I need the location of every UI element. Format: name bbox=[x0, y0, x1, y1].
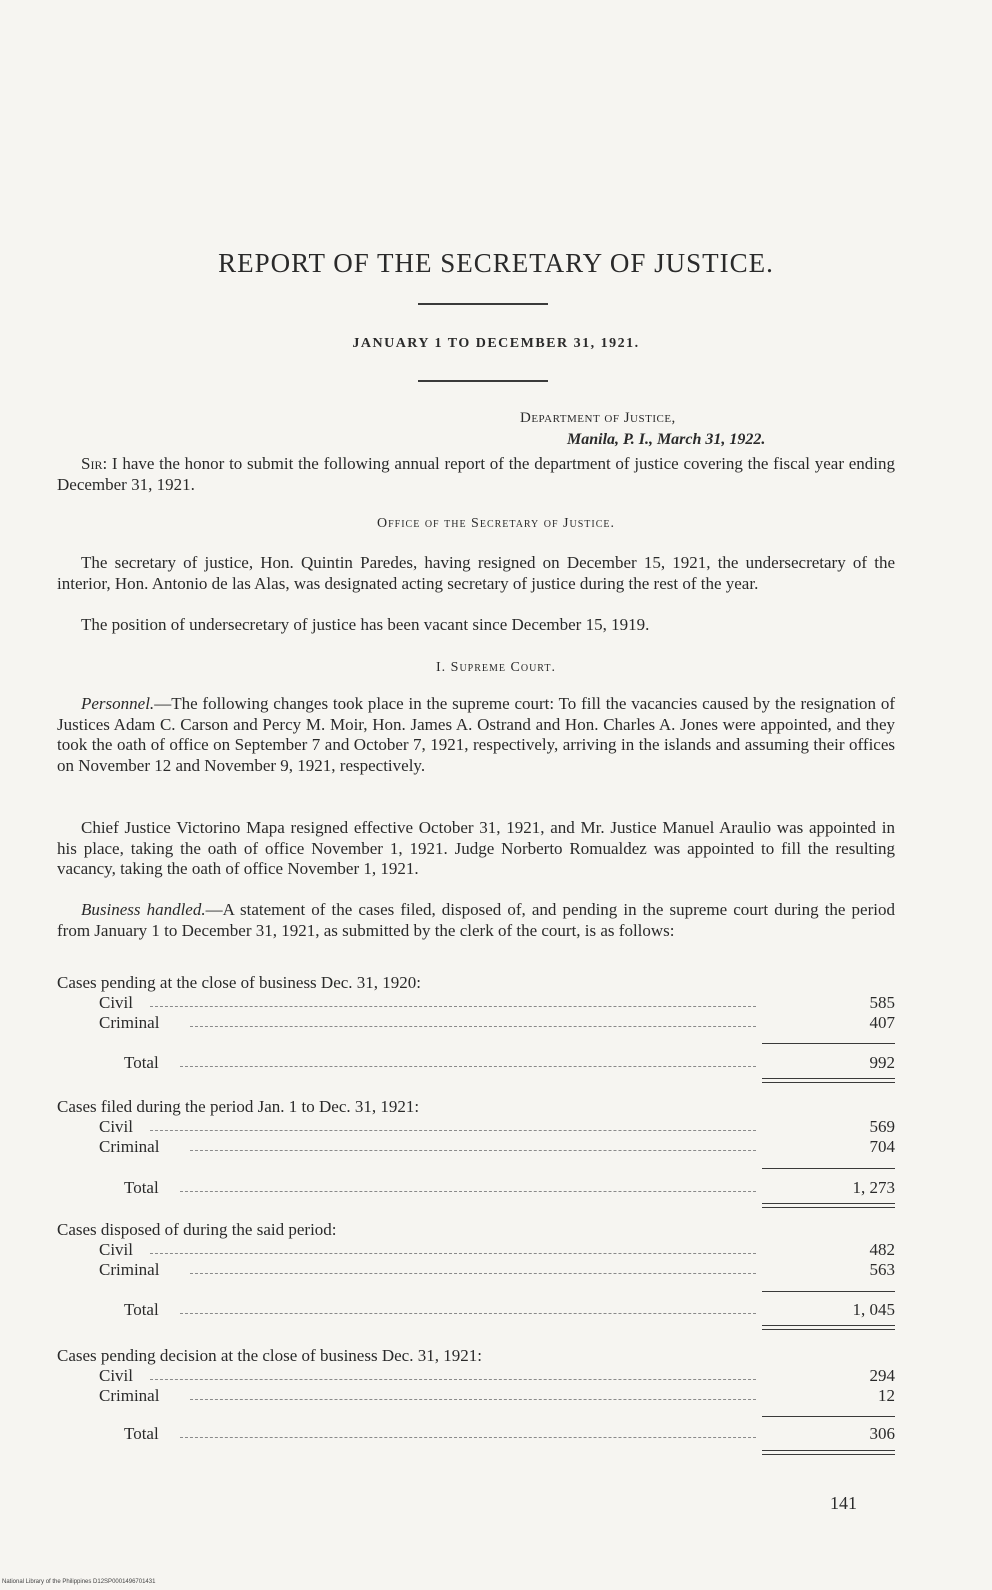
personnel-text: —The following changes took place in the supreme court: To fill the vacancies caused by the resignation of Justices Adam C. Carson and Percy M. Moir, Hon. James A. Ostrand and Hon. Charles A. Jones were appointed, and they took the oath of office on September 7 and October 7, 1921, respectively, arriving in the islands and assuming their offices on November 12 and November 9, 1921, respectively. bbox=[57, 694, 895, 775]
chief-justice-paragraph: Chief Justice Victorino Mapa resigned effective October 31, 1921, and Mr. Justice Manuel Araulio was appointed in his place, taking the oath of office November 1, 1921. Judge Norberto Romualdez was appointed to fill the resulting vacancy, taking the oath of office November 1, 1921. bbox=[57, 818, 895, 878]
row-label: Criminal bbox=[99, 1260, 160, 1279]
table-row bbox=[0, 1137, 992, 1157]
office-paragraph-2: The position of undersecretary of justice has been vacant since December 15, 1919. bbox=[81, 615, 650, 634]
total-label: Total bbox=[124, 1300, 159, 1319]
table-row bbox=[0, 1260, 992, 1280]
salutation-lead: Sir bbox=[81, 454, 103, 473]
table-row bbox=[0, 1117, 992, 1137]
table-row bbox=[0, 1013, 992, 1033]
total-double-rule bbox=[762, 1203, 895, 1208]
total-label: Total bbox=[124, 1053, 159, 1072]
total-value: 1, 045 bbox=[852, 1300, 895, 1319]
dot-leader bbox=[190, 1150, 756, 1151]
table-total-row bbox=[0, 1424, 992, 1444]
title-rule bbox=[418, 303, 548, 305]
office-paragraph-1: The secretary of justice, Hon. Quintin Paredes, having resigned on December 15, 1921, the undersecretary of the interior, Hon. Antonio de las Alas, was designated acting secretary of justice during the rest of the year. bbox=[57, 553, 895, 593]
total-value: 306 bbox=[869, 1424, 895, 1443]
business-lead: Business handled. bbox=[81, 900, 206, 919]
dot-leader bbox=[150, 1006, 756, 1007]
table-row bbox=[0, 993, 992, 1013]
personnel-paragraph bbox=[57, 694, 895, 776]
dot-leader bbox=[180, 1066, 756, 1067]
row-value: 569 bbox=[869, 1117, 895, 1136]
supreme-court-heading: I. Supreme Court. bbox=[436, 660, 556, 675]
dot-leader bbox=[180, 1313, 756, 1314]
sum-rule bbox=[762, 1416, 895, 1417]
dot-leader bbox=[150, 1253, 756, 1254]
row-label: Civil bbox=[99, 1366, 134, 1385]
business-paragraph bbox=[57, 900, 895, 941]
period-rule bbox=[418, 380, 548, 382]
row-value: 482 bbox=[869, 1240, 895, 1259]
table-heading: Cases filed during the period Jan. 1 to Dec. 31, 1921: bbox=[57, 1097, 420, 1116]
business-text: —A statement of the cases filed, disposed of, and pending in the supreme court during the period from January 1 to December 31, 1921, as submitted by the clerk of the court, is as follows: bbox=[57, 900, 895, 940]
row-value: 585 bbox=[869, 993, 895, 1012]
salutation-paragraph bbox=[57, 454, 895, 495]
office-heading: Office of the Secretary of Justice. bbox=[376, 516, 615, 531]
dot-leader bbox=[150, 1379, 756, 1380]
letterhead-department: Department of Justice, bbox=[520, 410, 676, 426]
table-total-row bbox=[0, 1178, 992, 1198]
table-heading: Cases disposed of during the said period: bbox=[57, 1220, 337, 1239]
total-double-rule bbox=[762, 1450, 895, 1455]
row-label: Civil bbox=[99, 1240, 134, 1259]
row-label: Criminal bbox=[99, 1013, 160, 1032]
table-row bbox=[0, 1366, 992, 1386]
personnel-lead: Personnel. bbox=[81, 694, 155, 713]
row-value: 294 bbox=[869, 1366, 895, 1385]
row-label: Civil bbox=[99, 1117, 134, 1136]
dot-leader bbox=[150, 1130, 756, 1131]
dot-leader bbox=[180, 1437, 756, 1438]
row-value: 563 bbox=[869, 1260, 895, 1279]
dot-leader bbox=[190, 1026, 756, 1027]
report-period: JANUARY 1 TO DECEMBER 31, 1921. bbox=[352, 336, 640, 351]
total-double-rule bbox=[762, 1325, 895, 1330]
total-value: 992 bbox=[869, 1053, 895, 1072]
row-value: 407 bbox=[869, 1013, 895, 1032]
salutation-text: : I have the honor to submit the following annual report of the department of justice covering the fiscal year ending December 31, 1921. bbox=[57, 454, 895, 494]
page-number: 141 bbox=[830, 1493, 857, 1513]
total-label: Total bbox=[124, 1178, 159, 1197]
row-value: 12 bbox=[878, 1386, 895, 1405]
scan-footer: National Library of the Philippines D12SP0001496701431 bbox=[2, 1579, 156, 1585]
sum-rule bbox=[762, 1043, 895, 1044]
dot-leader bbox=[190, 1399, 756, 1400]
row-value: 704 bbox=[869, 1137, 895, 1156]
sum-rule bbox=[762, 1291, 895, 1292]
row-label: Criminal bbox=[99, 1137, 160, 1156]
table-heading: Cases pending at the close of business Dec. 31, 1920: bbox=[57, 973, 422, 992]
row-label: Civil bbox=[99, 993, 134, 1012]
dot-leader bbox=[190, 1273, 756, 1274]
total-label: Total bbox=[124, 1424, 159, 1443]
letterhead-place-date: Manila, P. I., March 31, 1922. bbox=[567, 431, 766, 448]
row-label: Criminal bbox=[99, 1386, 160, 1405]
table-heading: Cases pending decision at the close of business Dec. 31, 1921: bbox=[57, 1346, 482, 1365]
table-total-row bbox=[0, 1300, 992, 1320]
table-total-row bbox=[0, 1053, 992, 1073]
sum-rule bbox=[762, 1168, 895, 1169]
table-row bbox=[0, 1240, 992, 1260]
dot-leader bbox=[180, 1191, 756, 1192]
report-title: REPORT OF THE SECRETARY OF JUSTICE. bbox=[218, 248, 774, 278]
total-value: 1, 273 bbox=[852, 1178, 895, 1197]
total-double-rule bbox=[762, 1078, 895, 1083]
table-row bbox=[0, 1386, 992, 1406]
